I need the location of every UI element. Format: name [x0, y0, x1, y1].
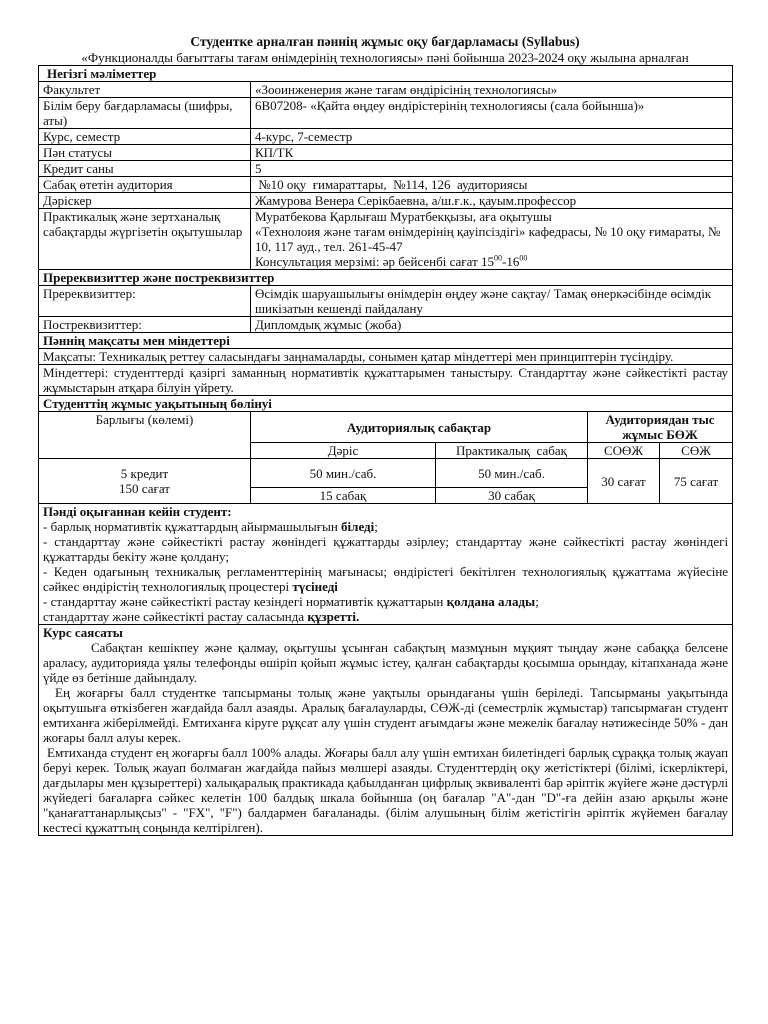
credits-label: Кредит саны [39, 161, 251, 177]
lecturer-value: Жамурова Венера Серікбаевна, а/ш.ғ.к., қауым.профессор [251, 193, 733, 209]
lecture-duration: 50 мин./саб. [251, 459, 436, 488]
section-row [39, 396, 733, 412]
course-policy [39, 625, 733, 836]
status-label: Пән статусы [39, 145, 251, 161]
learning-outcomes [39, 504, 733, 625]
section-basic-info: Негізгі мәліметтер [39, 66, 733, 82]
practical-teachers-value [251, 209, 733, 270]
lecture-count: 15 сабақ [251, 488, 436, 504]
info-row [39, 129, 733, 145]
consultation-time: Консультация мерзімі: әр бейсенбі сағат $15^{00}-16^{00}$ [255, 253, 528, 269]
section-goals: Пәннің мақсаты мен міндеттері [39, 333, 733, 349]
section-row [39, 333, 733, 349]
course-tasks: Міндеттері: студенттерді қазіргі заманның нормативтік құжаттарымен таныстыру. Стандарттау және сәйкестікті растау жұмыстарын атқара білуін үйрету. [39, 365, 733, 396]
soozh-hours: 30 сағат [588, 459, 660, 504]
syllabus-page [38, 34, 732, 836]
info-row [39, 145, 733, 161]
course-label: Курс, семестр [39, 129, 251, 145]
extracurricular-header: Аудиториядан тыс жұмыс БӨЖ [588, 412, 733, 443]
sozh-header: СӨЖ [660, 443, 733, 459]
program-value: 6В07208- «Қайта өңдеу өндірістерінің технологиясы (сала бойынша)» [251, 98, 733, 129]
total-volume-header: Барлығы (көлемі) [39, 412, 251, 459]
outcome-item: - стандарттау және сәйкестікті растау жөніндегі құжаттарды әзірлеу; стандарттау және сәйкестікті растау жөніндегі құжаттарды бекіту және қолдану; [43, 534, 729, 564]
program-label: Білім беру бағдарламасы (шифры, аты) [39, 98, 251, 129]
outcome-item: - Кеден одағының техникалық регламенттерінің мағынасы; өндірістегі бекітілген технологиялық құжаттама жүйесіне сәйкес өндірістің технологиялық процестері түсінеді [43, 564, 729, 594]
postrequisites-label: Постреквизиттер: [39, 317, 251, 333]
text-row [39, 349, 733, 365]
section-work-time: Студенттің жұмыс уақытының бөлінуі [39, 396, 733, 412]
info-row [39, 317, 733, 333]
teacher-name: Муратбекова Қарлығаш Муратбекқызы, аға оқытушы [255, 209, 552, 224]
outcome-item: - барлық нормативтік құжаттардың айырмашылығын біледі; [43, 519, 378, 534]
section-prerequisites: Пререквизиттер және постреквизиттер [39, 270, 733, 286]
credits-value: 5 [251, 161, 733, 177]
practical-count: 30 сабақ [436, 488, 588, 504]
faculty-label: Факультет [39, 82, 251, 98]
text-row [39, 365, 733, 396]
policy-paragraph: Емтиханда студент ең жоғарғы балл 100% алады. Жоғары балл алу үшін емтихан билетіндегі барлық сұраққа толық жауап беруі керек. Толық жауап болмаған жағдайда пайыз мөлшері азаяды. Студенттердің оқу жетістіктері (білімі, іскерліктері, дағдылары мен құзыреттері) халықаралық практикада қабылданған цифрлық эквиваленті бар әріптік жүйеге және дәстүрлі жүйедегі бағаларға сәйкес келетін 100 балдық шкала бойынша (оң бағалар "А"-дан "D"-ға дейін азаю арқылы және "қанағаттанарлықсыз" - "FX", "F") балдармен бағаланады. (білім алушының білім жетістігін әріптік жүйемен бағалау кестесі құжаттың соңында келтірілген). [43, 745, 729, 835]
document-subtitle: «Функционалды бағыттағы тағам өнімдерінің технологиясы» пәні бойынша 2023-2024 оқу жылына арналған [81, 50, 689, 65]
time-values-row [39, 459, 733, 488]
time-header-row [39, 412, 733, 443]
info-row [39, 193, 733, 209]
policy-paragraph: Ең жоғарғы балл студентке тапсырманы толық және уақтылы орындағаны үшін беріледі. Тапсырманы уақытында оқытушыға өткізбеген жағдайда балл азаяды. Аралық бағалауларды, СӨЖ-ді (семестрлік жұмыстар) тапсырмаған студент емтиханға жіберілмейді. Емтиханға кіруге рұқсат алу үшін студент ағымдағы және межелік бағалау нәтижесінде 50% - дан жоғары балл алуы керек. [43, 685, 729, 745]
info-row [39, 209, 733, 270]
section-row [39, 66, 733, 82]
outcome-item: стандарттау және сәйкестікті растау саласында құзретті. [43, 609, 360, 624]
practical-teachers-label: Практикалық және зертханалық сабақтарды жүргізетін оқытушылар [39, 209, 251, 270]
document-title: Студентке арналған пәннің жұмыс оқу бағдарламасы (Syllabus) [190, 34, 580, 49]
lecturer-label: Дәріскер [39, 193, 251, 209]
policy-heading: Курс саясаты [43, 625, 123, 640]
outcomes-heading: Пәнді оқығаннан кейін студент: [43, 504, 232, 519]
syllabus-table [38, 65, 733, 836]
course-aim: Мақсаты: Техникалық реттеу саласындағы заңнамаларды, сонымен қатар міндеттері мен принциптерін түсіндіру. [39, 349, 733, 365]
info-row [39, 286, 733, 317]
sozh-hours: 75 сағат [660, 459, 733, 504]
info-row [39, 177, 733, 193]
policy-row [39, 625, 733, 836]
info-row [39, 82, 733, 98]
outcome-item: - стандарттау және сәйкестікті растау кезіндегі нормативтік құжаттарын қолдана алады; [43, 594, 539, 609]
info-row [39, 98, 733, 129]
policy-paragraph: Сабақтан кешікпеу және қалмау, оқытушы ұсынған сабақтың мазмұнын мұқият тыңдау және сабаққа белсене араласу, аудиторияда ұялы телефонды өшіріп қойып жұмыс істеу, қалған сабақтарды қосымша орындау, кітапханада және үйде өз бетінше дайындалу. [43, 640, 729, 685]
outcomes-row [39, 504, 733, 625]
prerequisites-label: Пререквизиттер: [39, 286, 251, 317]
section-row [39, 270, 733, 286]
soozh-header: СОӨЖ [588, 443, 660, 459]
practical-duration: 50 мин./саб. [436, 459, 588, 488]
total-volume-value: 5 кредит 150 сағат [39, 459, 251, 504]
course-value: 4-курс, 7-семестр [251, 129, 733, 145]
prerequisites-value: Өсімдік шаруашылығы өнімдерін өңдеу және сақтау/ Тамақ өнеркәсібінде өсімдік шикізатын кешенді пайдалану [251, 286, 733, 317]
auditory-classes-header: Аудиториялық сабақтар [251, 412, 588, 443]
lecture-header: Дәріс [251, 443, 436, 459]
department-info: «Технолоия және тағам өнімдерінің қауіпсіздігі» кафедрасы, № 10 оқу ғимараты, № 10, 117 ауд., тел. 261-45-47 [255, 224, 721, 254]
auditorium-label: Сабақ өтетін аудитория [39, 177, 251, 193]
practical-header: Практикалық сабақ [436, 443, 588, 459]
postrequisites-value: Дипломдық жұмыс (жоба) [251, 317, 733, 333]
info-row [39, 161, 733, 177]
status-value: КП/ТК [251, 145, 733, 161]
faculty-value: «Зооинженерия және тағам өндірісінің технологиясы» [251, 82, 733, 98]
auditorium-value: №10 оқу ғимараттары, №114, 126 аудиториясы [251, 177, 733, 193]
